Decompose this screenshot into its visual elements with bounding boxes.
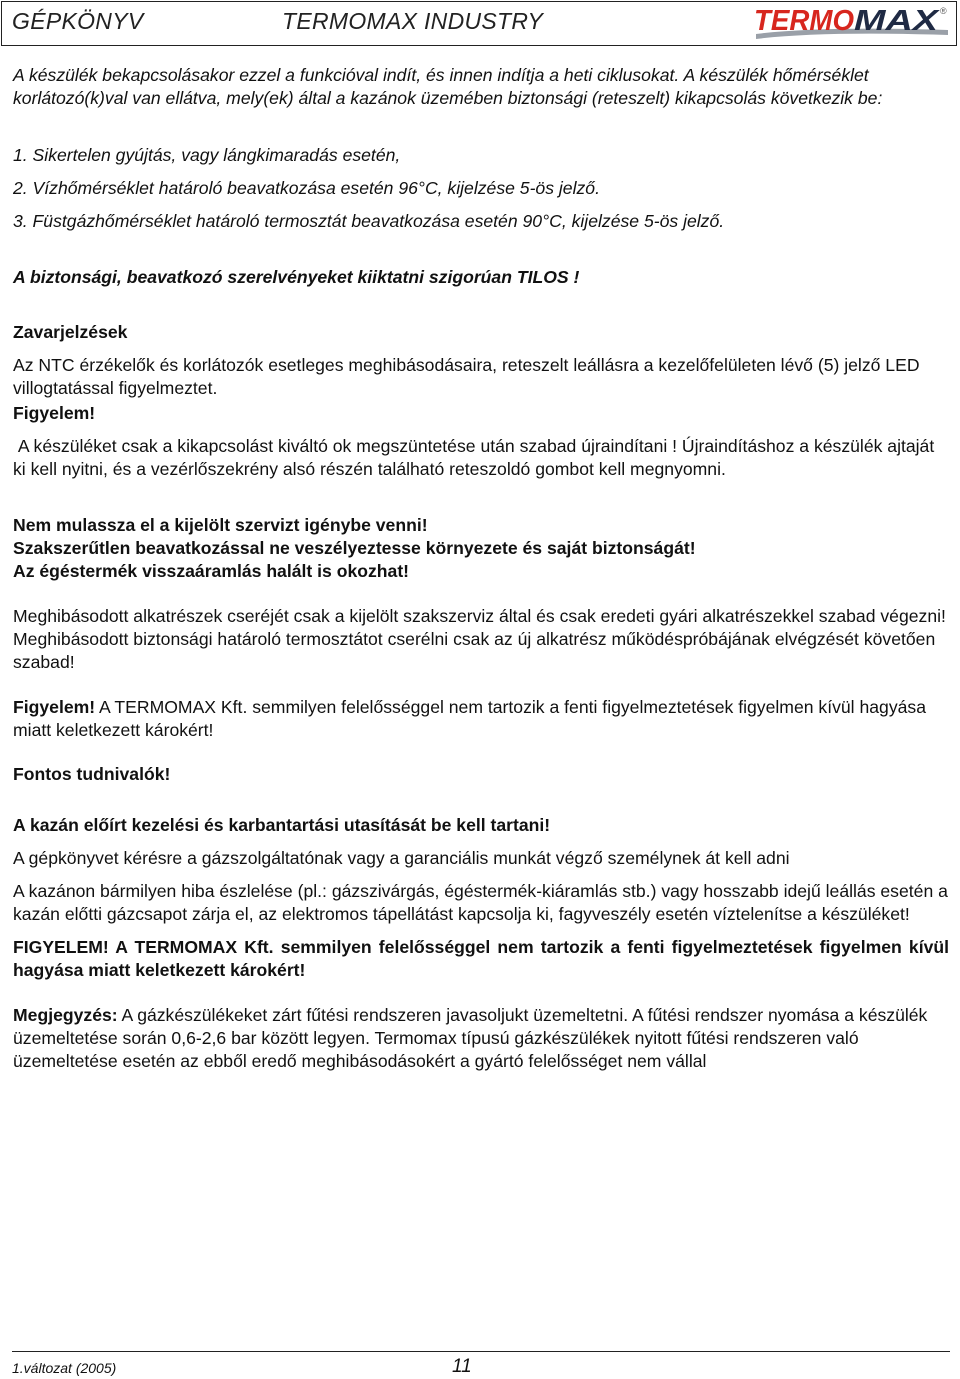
list-item: 1. Sikertelen gyújtás, vagy lángkimaradás esetén, [13, 145, 401, 165]
logo-text-red: TERMO [754, 5, 855, 37]
attention-label: Figyelem! [13, 403, 96, 423]
logo-registered-mark: ® [940, 6, 947, 16]
list-item: 2. Vízhőmérséklet határoló beavatkozása esetén 96°C, kijelzése 5-ös jelző. [13, 178, 600, 198]
note-paragraph [13, 1004, 949, 1073]
fault-action-paragraph: A kazánon bármilyen hiba észlelése (pl.: gázszivárgás, égéstermék-kiáramlás stb.) vagy hosszabb idejű leállás esetén a kazán előtti gázcsapot zárja el, az elektromos tápellátást kapcsolja ki, fagyveszély esetén víztelenítse a készüléket! [13, 881, 948, 924]
important-heading: Fontos tudnivalók! [13, 764, 171, 784]
note-text: A gázkészülékeket zárt fűtési rendszeren javasoljukt üzemeltetni. A fűtési rendszer nyomása a készülék üzemeltetése során 0,6-2,6 bar között legyen. Termomax típusú gázkészülékek nyitott fűtési rendszeren való üzemeltetése esetén az ebből eredő meghibásodásokért a gyártó felelősséget nem vállal [13, 1005, 928, 1071]
logo-text-dark: MAX [854, 5, 941, 37]
list-item: 3. Füstgázhőmérséklet határoló termosztát beavatkozása esetén 90°C, kijelzése 5-ös jelző. [13, 211, 725, 231]
bold-warning: Szakszerűtlen beavatkozással ne veszélyeztesse környezete és saját biztonságát! [13, 538, 696, 558]
intro-paragraph: A készülék bekapcsolásakor ezzel a funkcióval indít, és innen indítja a heti ciklusokat. A készülék hőmérséklet korlátozó(k)val van ellátva, mely(ek) által a kazánok üzemében biztonsági (reteszelt) kikapcsolás következik be: [13, 65, 883, 108]
maintenance-paragraph: A kazán előírt kezelési és karbantartási utasítását be kell tartani! [13, 815, 551, 835]
liability-text: A TERMOMAX Kft. semmilyen felelősséggel nem tartozik a fenti figyelmeztetések figyelmen kívül hagyása miatt keletkezett károkért! [13, 697, 926, 740]
final-warning: FIGYELEM! A TERMOMAX Kft. semmilyen felelősséggel nem tartozik a fenti figyelmeztetések figyelmen kívül hagyása miatt keletkezett károkért! [13, 937, 949, 980]
footer-version: 1.változat (2005) [12, 1360, 117, 1376]
liability-paragraph [13, 696, 949, 742]
company-name: TERMOMAX INDUSTRY [282, 8, 544, 34]
restart-paragraph: A készüléket csak a kikapcsolást kiváltó ok megszüntetése után szabad újraindítani ! Újraindításhoz a készülék ajtaját ki kell nyitni, és a vezérlőszekrény alsó részén található reteszoldó gombot kell megnyomni. [13, 436, 940, 479]
fault-paragraph: Az NTC érzékelők és korlátozók esetleges meghibásodásaira, reteszelt leállásra a kezelőfelületen lévő (5) jelző LED villogtatással figyelmeztet. [13, 355, 920, 398]
bold-warning: Nem mulassza el a kijelölt szervizt igénybe venni! [13, 515, 428, 535]
document-title: GÉPKÖNYV [12, 8, 144, 34]
note-label: Megjegyzés: [13, 1005, 118, 1025]
safety-warning: A biztonsági, beavatkozó szerelvényeket kiiktatni szigorúan TILOS ! [13, 267, 580, 287]
page-content [13, 64, 949, 1073]
liability-label: Figyelem! [13, 697, 96, 717]
bold-warning: Az égéstermék visszaáramlás halált is okozhat! [13, 561, 410, 581]
fault-heading: Zavarjelzések [13, 322, 128, 342]
handover-paragraph: A gépkönyvet kérésre a gázszolgáltatónak vagy a garanciális munkát végző személynek át kell adni [13, 848, 790, 868]
replacement-paragraph: Meghibásodott alkatrészek cseréjét csak a kijelölt szakszerviz által és csak eredeti gyári alkatrészekkel szabad végezni! Meghibásodott biztonsági határoló termosztátot cserélni csak az új alkatrész működéspróbájának elvégzését követően szabad! [13, 606, 946, 672]
page-header [1, 1, 957, 46]
page-number: 11 [452, 1356, 472, 1377]
footer-divider [12, 1351, 950, 1352]
termomax-logo [752, 4, 952, 44]
